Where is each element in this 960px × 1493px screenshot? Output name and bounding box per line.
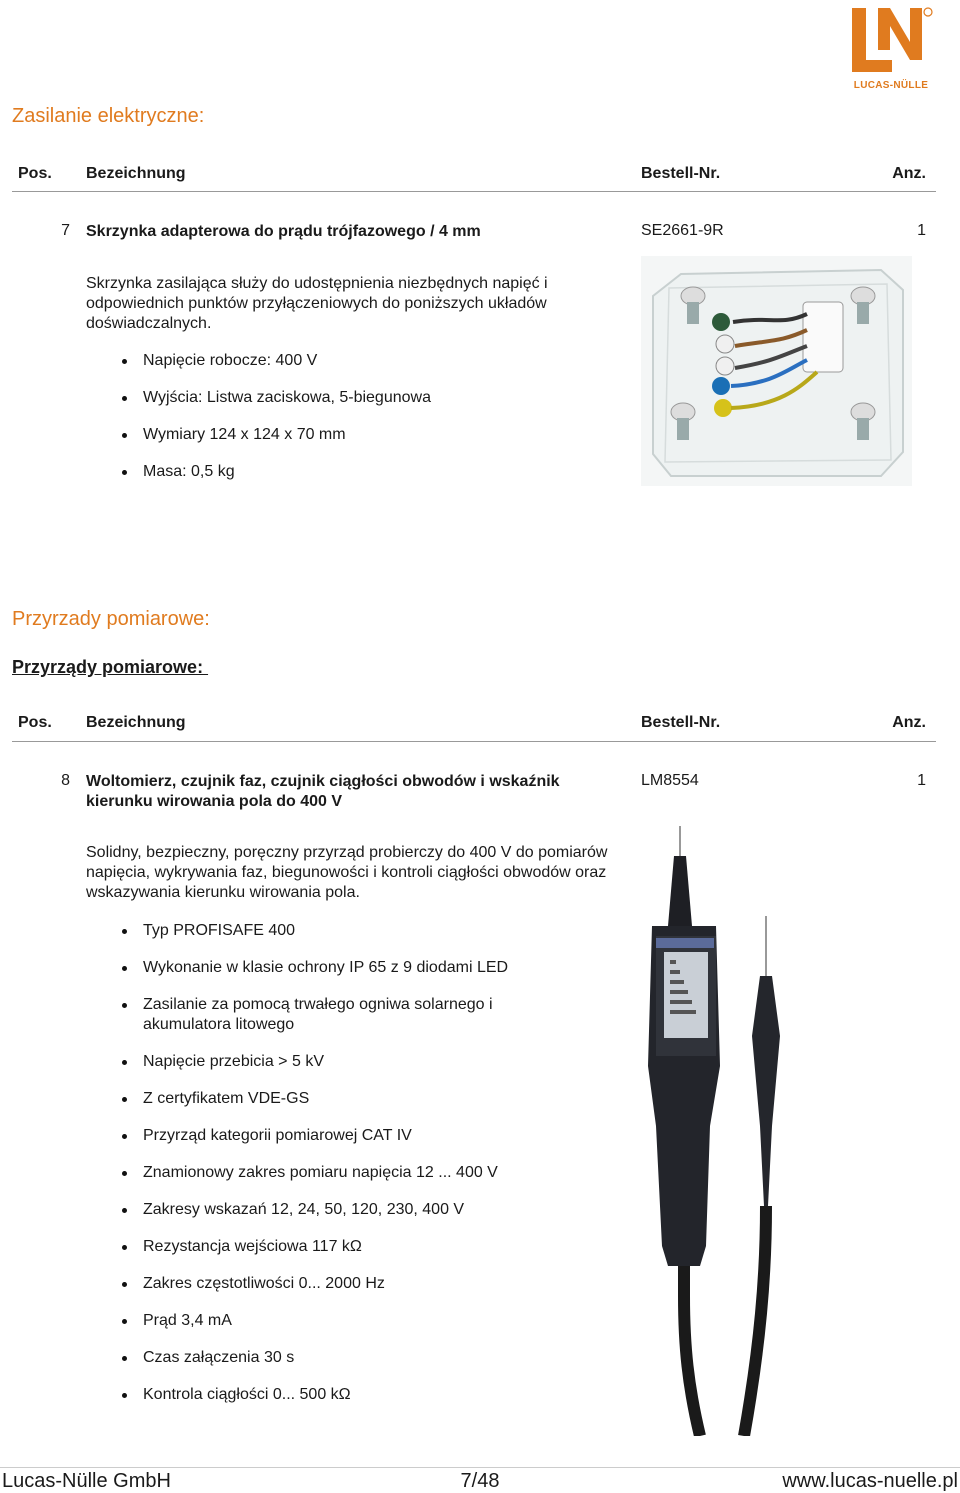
spec-item: Napięcie robocze: 400 V bbox=[86, 351, 556, 371]
spec-item: Zasilanie za pomocą trwałego ogniwa solarnego i akumulatora litowego bbox=[86, 995, 556, 1035]
spec-item: Napięcie przebicia > 5 kV bbox=[86, 1052, 556, 1072]
item-description: Solidny, bezpieczny, poręczny przyrząd probierczy do 400 V do pomiarów napięcia, wykrywania faz, biegunowości i kontroli ciągłości obwodów oraz wskazywania kierunku wirowania pola. bbox=[86, 844, 608, 901]
spec-item: Zakresy wskazań 12, 24, 50, 120, 230, 400 V bbox=[86, 1200, 556, 1220]
spec-item: Wykonanie w klasie ochrony IP 65 z 9 diodami LED bbox=[86, 958, 556, 978]
item-name: Woltomierz, czujnik faz, czujnik ciągłości obwodów i wskaźnik kierunku wirowania pola do 400 V bbox=[86, 773, 560, 810]
footer-divider bbox=[0, 1467, 960, 1468]
spec-item: Rezystancja wejściowa 117 kΩ bbox=[86, 1237, 556, 1257]
item-pos: 8 bbox=[61, 772, 70, 789]
adapter-box-image bbox=[641, 256, 912, 486]
voltage-tester-image bbox=[640, 826, 820, 1436]
spec-item: Typ PROFISAFE 400 bbox=[86, 921, 556, 941]
header-order: Bestell-Nr. bbox=[641, 714, 721, 731]
item-quantity: 1 bbox=[917, 222, 926, 239]
spec-item: Kontrola ciągłości 0... 500 kΩ bbox=[86, 1385, 556, 1405]
footer-website-link[interactable]: www.lucas-nuelle.pl bbox=[782, 1470, 958, 1492]
footer-page-number: 7/48 bbox=[460, 1470, 500, 1492]
header-pos: Pos. bbox=[18, 165, 52, 182]
spec-item: Czas załączenia 30 s bbox=[86, 1348, 556, 1368]
item-pos: 7 bbox=[61, 222, 70, 239]
footer-company: Lucas-Nülle GmbH bbox=[2, 1470, 171, 1492]
item-order-number: LM8554 bbox=[641, 772, 699, 789]
header-divider bbox=[12, 741, 936, 742]
spec-item: Zakres częstotliwości 0... 2000 Hz bbox=[86, 1274, 556, 1294]
company-logo bbox=[848, 6, 934, 92]
header-qty: Anz. bbox=[892, 714, 926, 731]
spec-item: Wyjścia: Listwa zaciskowa, 5-biegunowa bbox=[86, 388, 556, 408]
header-pos: Pos. bbox=[18, 714, 52, 731]
item-quantity: 1 bbox=[917, 772, 926, 789]
section-subtitle: Przyrządy pomiarowe: bbox=[12, 657, 209, 677]
section-title-power: Zasilanie elektryczne: bbox=[12, 105, 205, 127]
spec-item: Wymiary 124 x 124 x 70 mm bbox=[86, 425, 556, 445]
spec-item: Znamionowy zakres pomiaru napięcia 12 ... 400 V bbox=[86, 1163, 556, 1183]
item-order-number: SE2661-9R bbox=[641, 222, 724, 239]
item-description: Skrzynka zasilająca służy do udostępnienia niezbędnych napięć i odpowiednich punktów przyłączeniowych do poniższych układów doświadczalnych. bbox=[86, 275, 548, 332]
header-name: Bezeichnung bbox=[86, 165, 186, 182]
spec-list bbox=[86, 921, 556, 1405]
logo-brand-text: LUCAS-NÜLLE bbox=[853, 80, 929, 91]
header-name: Bezeichnung bbox=[86, 714, 186, 731]
header-order: Bestell-Nr. bbox=[641, 165, 721, 182]
item-name: Skrzynka adapterowa do prądu trójfazowego / 4 mm bbox=[86, 223, 481, 240]
header-divider bbox=[12, 191, 936, 192]
spec-item: Prąd 3,4 mA bbox=[86, 1311, 556, 1331]
header-qty: Anz. bbox=[892, 165, 926, 182]
spec-item: Z certyfikatem VDE-GS bbox=[86, 1089, 556, 1109]
spec-item: Masa: 0,5 kg bbox=[86, 462, 556, 482]
section-title-instruments: Przyrzady pomiarowe: bbox=[12, 608, 210, 630]
spec-item: Przyrząd kategorii pomiarowej CAT IV bbox=[86, 1126, 556, 1146]
spec-list bbox=[86, 351, 556, 482]
